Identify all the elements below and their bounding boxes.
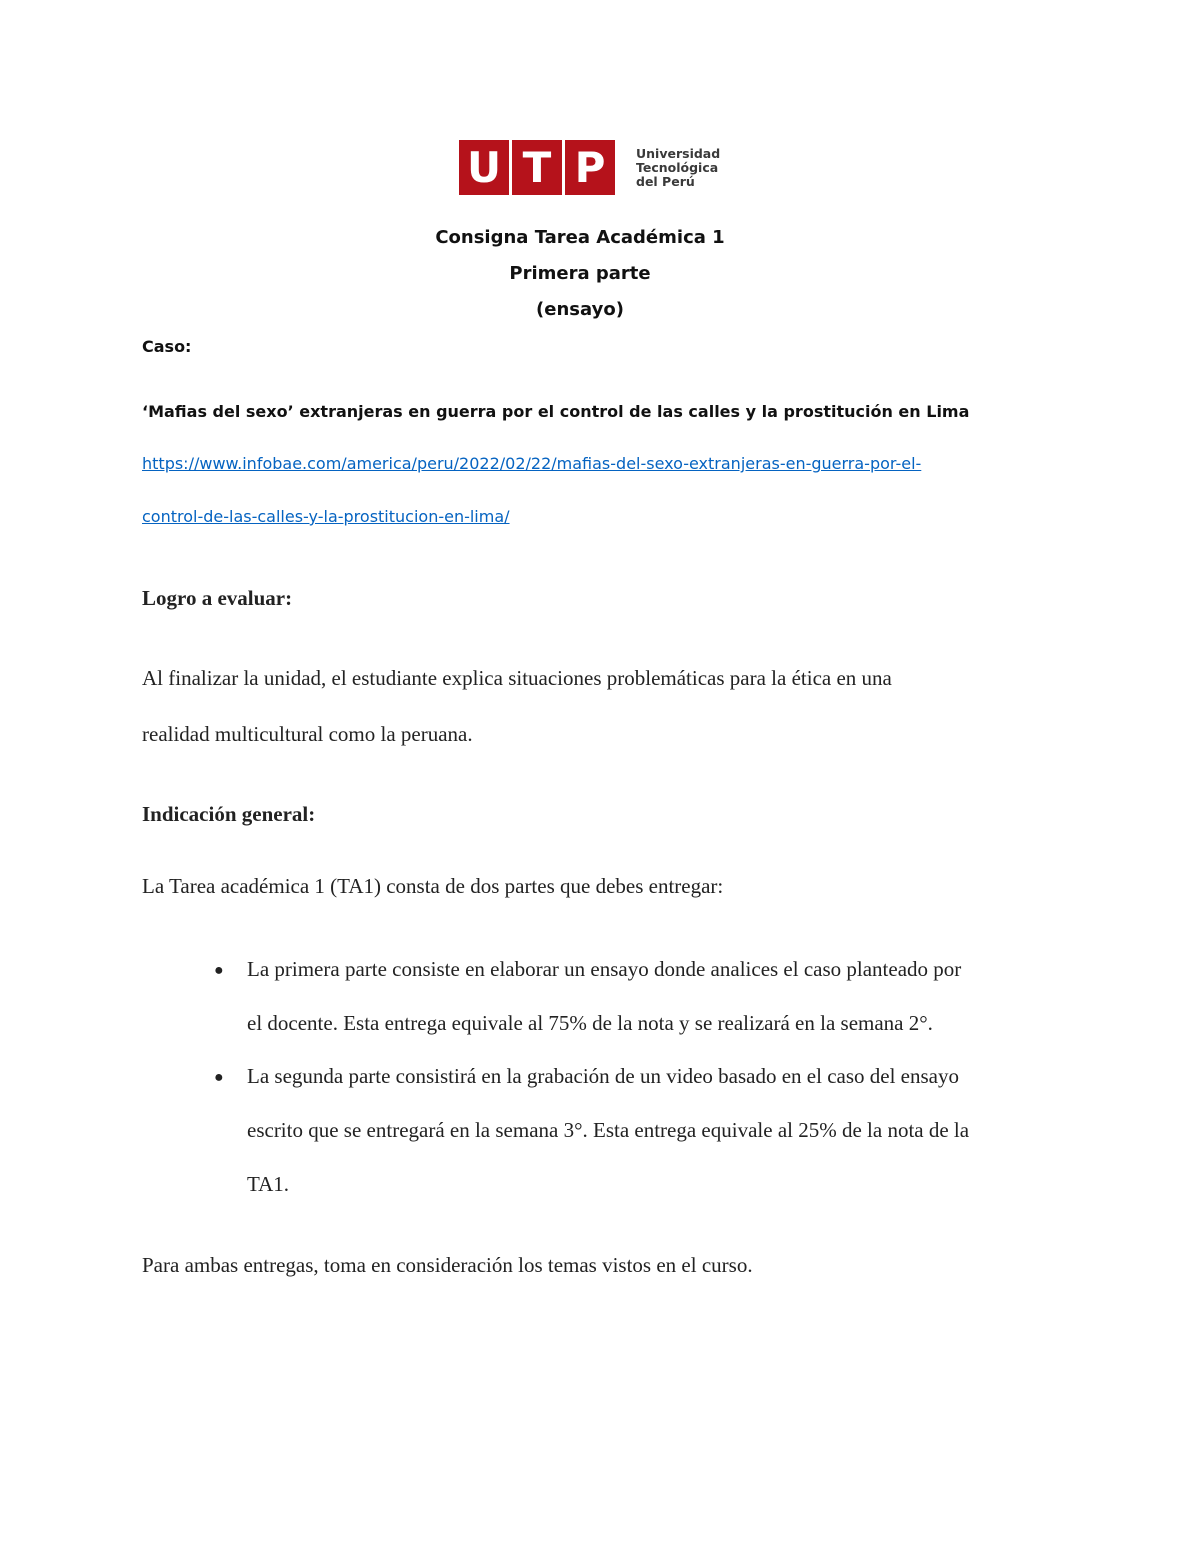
document-type: (ensayo) — [536, 299, 624, 320]
logo-letter-p: P — [565, 140, 615, 195]
bullet-2-line-2: escrito que se entregará en la semana 3°. Esta entrega equivale al 25% de la nota de la — [247, 1118, 970, 1142]
bullet-icon: ● — [214, 962, 224, 979]
article-link-line-2[interactable]: control-de-las-calles-y-la-prostitucion-en-lima/ — [142, 507, 510, 526]
bullet-1-line-1: La primera parte consiste en elaborar un ensayo donde analices el caso planteado por — [247, 957, 962, 981]
logo-name-line-1: Universidad — [636, 145, 721, 161]
caso-headline: ‘Mafias del sexo’ extranjeras en guerra por el control de las calles y la prostitución en Lima — [142, 402, 970, 421]
bullet-2-line-1: La segunda parte consistirá en la grabación de un video basado en el caso del ensayo — [247, 1064, 959, 1088]
logo-name-line-2: Tecnológica — [636, 159, 719, 175]
logo-letter-t: T — [512, 140, 562, 195]
indicacion-intro: La Tarea académica 1 (TA1) consta de dos partes que debes entregar: — [142, 874, 724, 898]
indicacion-label: Indicación general: — [142, 802, 316, 826]
bullet-2-line-3: TA1. — [247, 1172, 290, 1196]
bullet-1-line-2: el docente. Esta entrega equivale al 75% de la nota y se realizará en la semana 2°. — [247, 1011, 933, 1035]
utp-logo — [459, 140, 720, 195]
caso-label: Caso: — [142, 337, 192, 356]
logro-text-line-1: Al finalizar la unidad, el estudiante explica situaciones problemáticas para la ética en una — [142, 666, 892, 690]
document-title: Consigna Tarea Académica 1 — [435, 227, 725, 248]
logro-label: Logro a evaluar: — [142, 586, 293, 610]
closing-text: Para ambas entregas, toma en consideración los temas vistos en el curso. — [142, 1253, 753, 1277]
document-subtitle: Primera parte — [509, 263, 651, 284]
bullet-icon: ● — [214, 1069, 224, 1086]
logo-name-line-3: del Perú — [636, 173, 695, 189]
logo-university-name — [636, 147, 720, 189]
logro-text-line-2: realidad multicultural como la peruana. — [142, 722, 473, 746]
logo-letter-u: U — [459, 140, 509, 195]
article-link-line-1[interactable]: https://www.infobae.com/america/peru/2022/02/22/mafias-del-sexo-extranjeras-en-guerra-por-el- — [142, 454, 922, 473]
